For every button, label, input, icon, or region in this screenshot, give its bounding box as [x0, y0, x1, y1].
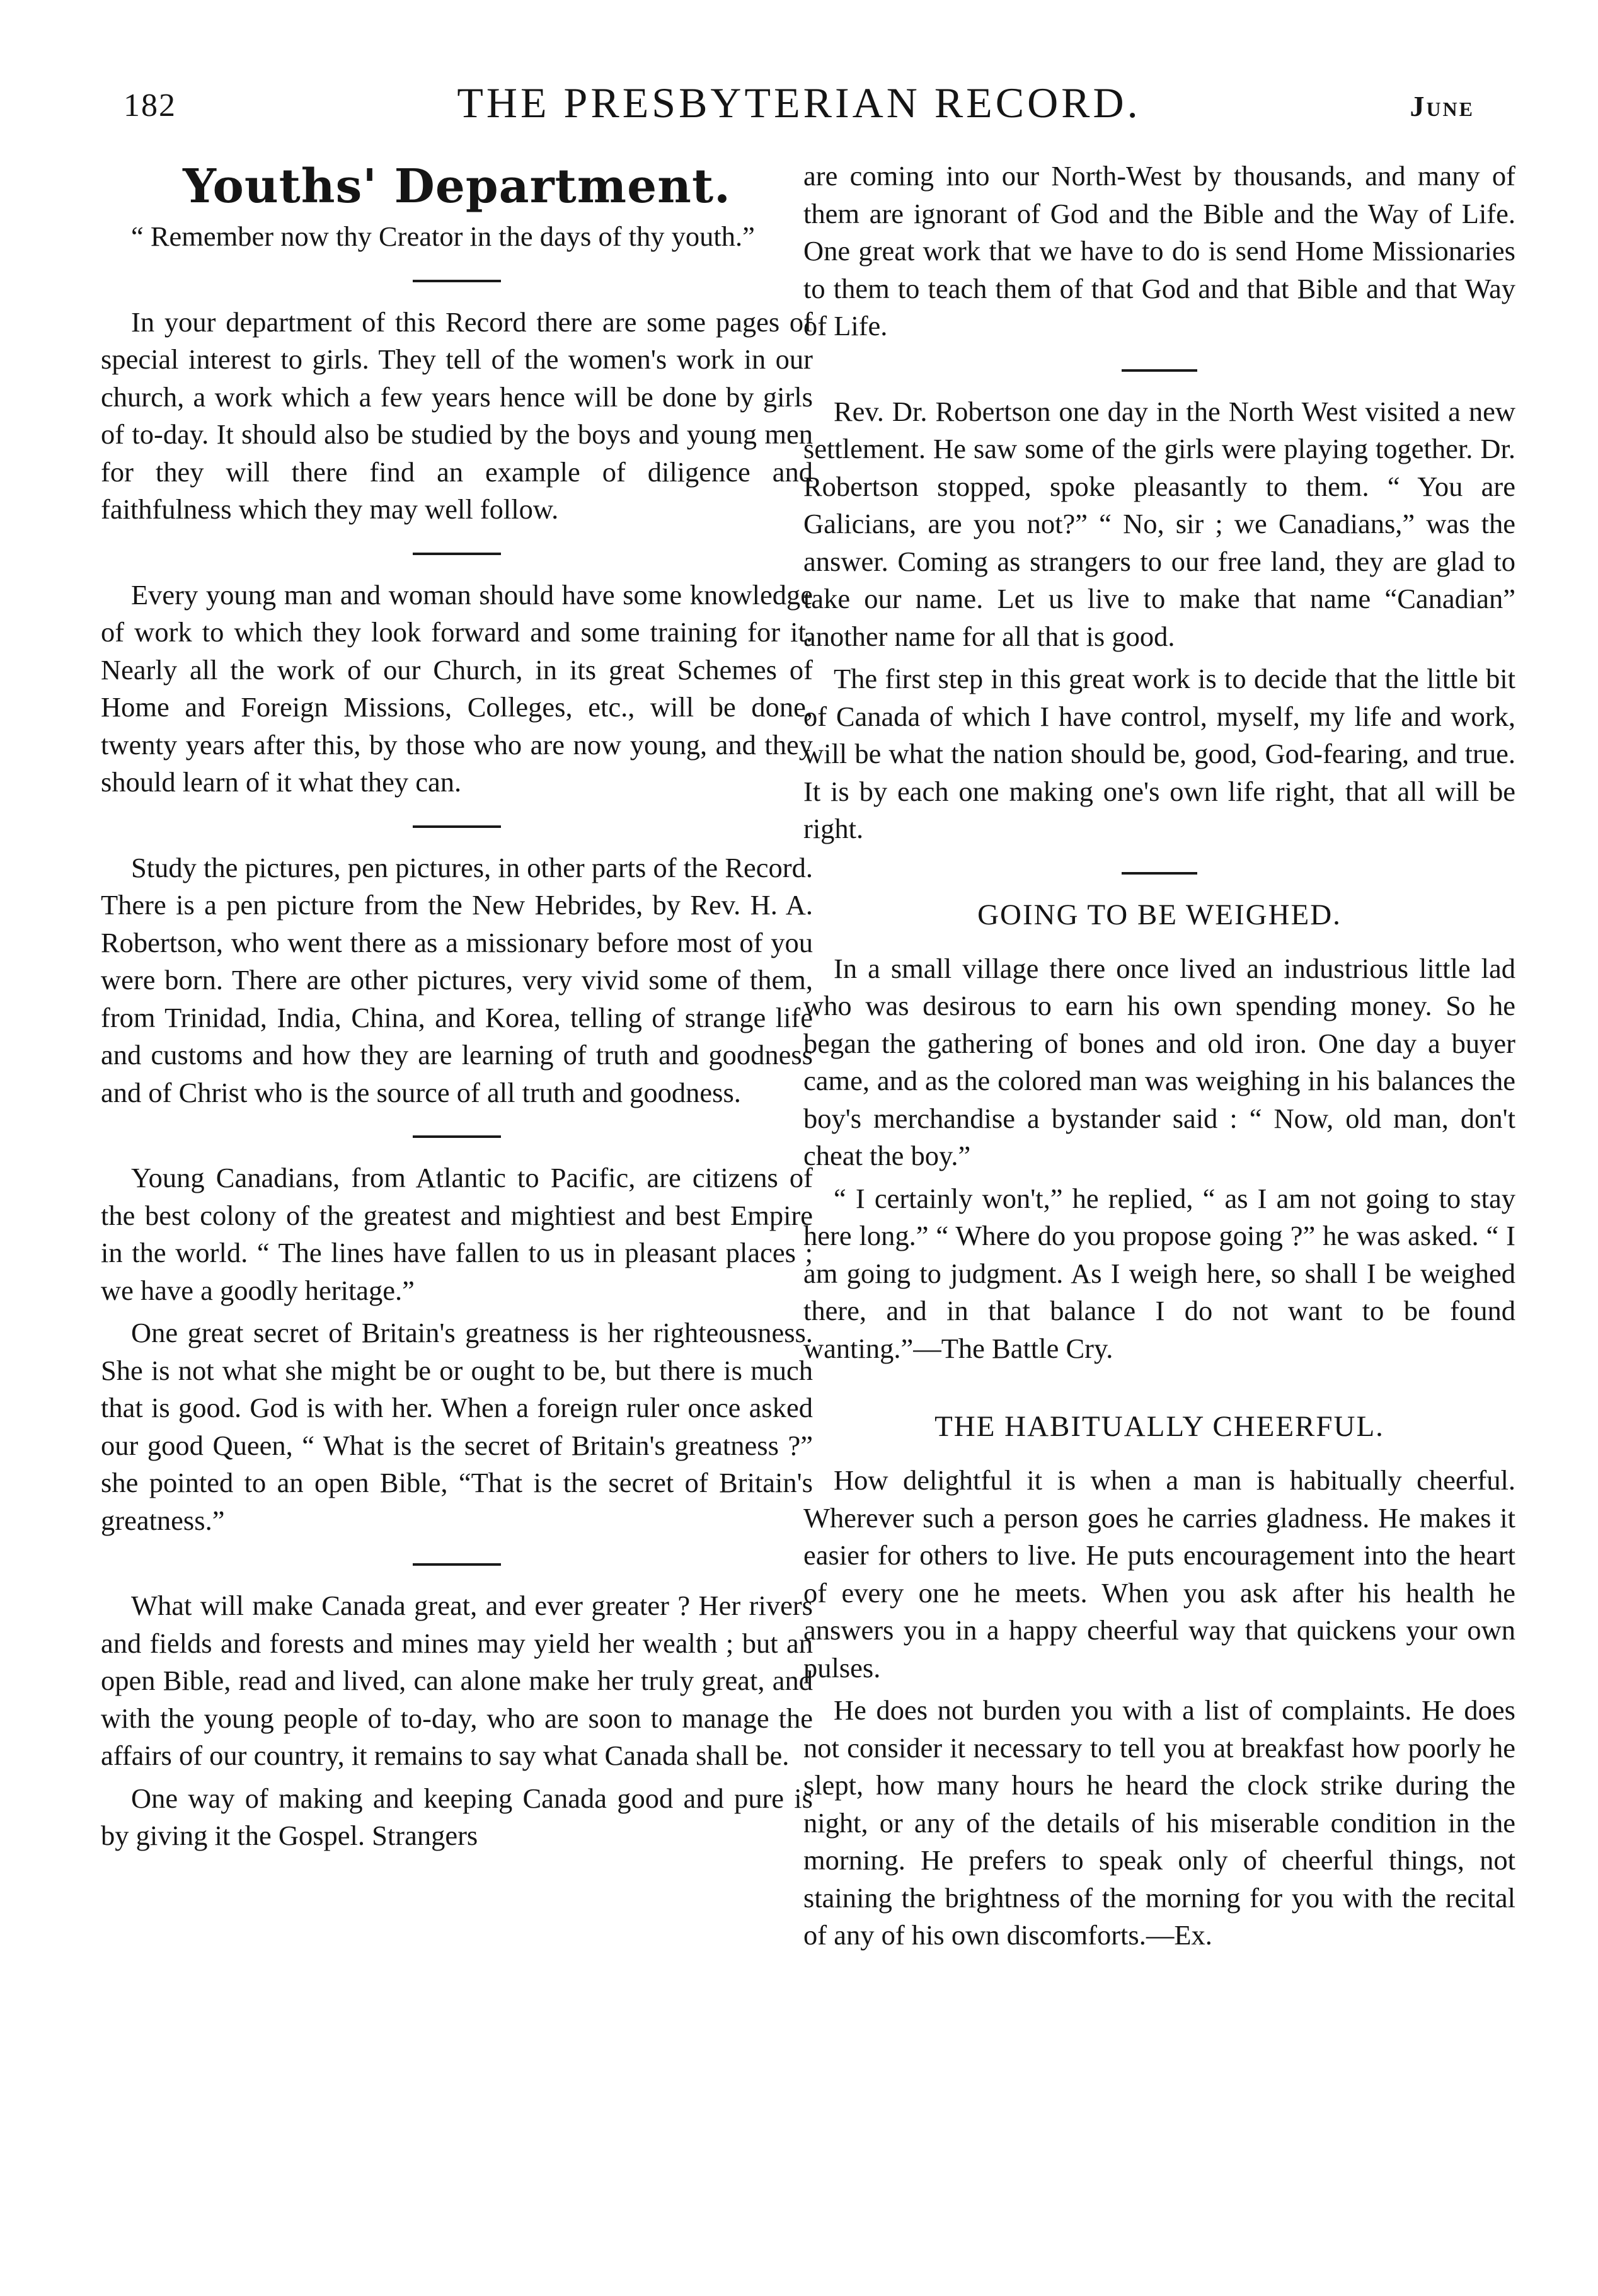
section-divider: [413, 280, 501, 282]
section-divider: [413, 825, 501, 828]
paragraph-continuation: are coming into our North-West by thousands, and many of them are ignorant of God and the Bible and the Way of Life. One great work that we have to do is send Home Missionaries to them to teach them of that God and that Bible and that Way of Life.: [803, 160, 1515, 342]
page-number: 182: [124, 88, 176, 123]
department-title: Youths' Department.: [183, 159, 731, 214]
paragraph: The first step in this great work is to decide that the little bit of Canada of which I have control, myself, my life and work, will be what the nation should be, good, God-fearing, and true. It is by each one making one's own life right, that all will be right.: [803, 663, 1515, 844]
article-heading-weighed: GOING TO BE WEIGHED.: [977, 898, 1342, 931]
paragraph: One great secret of Britain's greatness is her righteousness. She is not what she might be or ought to be, but there is much that is good. God is with her. When a foreign ruler once asked our good Queen, “ What is the secret of Britain's greatness ?” she pointed to an open Bible, “That is the secret of Britain's greatness.”: [101, 1317, 813, 1536]
section-divider: [1122, 872, 1197, 875]
section-divider: [413, 1563, 501, 1566]
paragraph: One way of making and keeping Canada good and pure is by giving it the Gospel. Strangers: [101, 1782, 813, 1851]
paragraph: Rev. Dr. Robertson one day in the North West visited a new settlement. He saw some of the girls were playing together. Dr. Robertson stopped, spoke pleasantly to them. “ You are Galicians, are you not?” “ No, sir ; we Canadians,” was the answer. Coming as strangers to our free land, they are glad to take our name. Let us live to make that name “Canadian” another name for all that is good.: [803, 395, 1515, 652]
journal-title: THE PRESBYTERIAN RECORD.: [457, 79, 1141, 127]
issue-month: June: [1410, 90, 1474, 122]
running-head: [0, 78, 1598, 129]
paragraph: What will make Canada great, and ever greater ? Her rivers and fields and forests and mines may yield her wealth ; but an open Bible, read and lived, can alone make her truly great, and with the young people of to-day, who are soon to manage the affairs of our country, it remains to say what Canada shall be.: [101, 1590, 813, 1771]
paragraph: “ I certainly won't,” he replied, “ as I am not going to stay here long.” “ Where do you propose going ?” he was asked. “ I am going to judgment. As I weigh here, so shall I be weighed there, and in that balance I do not want to be found wanting.”—The Battle Cry.: [803, 1182, 1515, 1364]
section-divider: [413, 553, 501, 555]
paragraph: How delightful it is when a man is habitually cheerful. Wherever such a person goes he carries gladness. He makes it easier for others to live. He puts encouragement into the heart of every one he meets. When you ask after his health he answers you in a happy cheerful way that quickens your own pulses.: [803, 1464, 1515, 1684]
paragraph: Study the pictures, pen pictures, in other parts of the Record. There is a pen picture from the New Hebrides, by Rev. H. A. Robertson, who went there as a missionary before most of you were born. There are other pictures, very vivid some of them, from Trinidad, India, China, and Korea, telling of strange life and customs and how they are learning of truth and goodness and of Christ who is the source of all truth and goodness.: [101, 851, 813, 1108]
paragraph: In your department of this Record there are some pages of special interest to girls. They tell of the women's work in our church, a work which a few years hence will be done by girls of to-day. It should also be studied by the boys and young men for they will there find an example of diligence and faithfulness which they may well follow.: [101, 306, 813, 525]
paragraph: Young Canadians, from Atlantic to Pacific, are citizens of the best colony of the greatest and mightiest and best Empire in the world. “ The lines have fallen to us in pleasant places ; we have a goodly heritage.”: [101, 1162, 813, 1306]
left-column: [101, 158, 813, 1860]
section-divider: [1122, 369, 1197, 372]
paragraph: He does not burden you with a list of complaints. He does not consider it necessary to tell you at breakfast how poorly he slept, how many hours he heard the clock strike during the night, or any of the details of his miserable condition in the morning. He prefers to speak only of cheerful things, not staining the brightness of the morning for you with the recital of any of his own discomforts.—Ex.: [803, 1694, 1515, 1951]
section-divider: [413, 1135, 501, 1138]
paragraph: Every young man and woman should have some knowledge of work to which they look forward and some training for it. Nearly all the work of our Church, in its great Schemes of Home and Foreign Missions, Colleges, etc., will be done, twenty years after this, by those who are now young, and they should learn of it what they can.: [101, 578, 813, 798]
epigraph: “ Remember now thy Creator in the days of thy youth.”: [131, 221, 755, 252]
right-column: [803, 158, 1515, 1960]
paragraph: In a small village there once lived an industrious little lad who was desirous to earn his own spending money. So he began the gathering of bones and old iron. One day a buyer came, and as the colored man was weighing in his balances the boy's merchandise a bystander said : “ Now, old man, don't cheat the boy.”: [803, 952, 1515, 1171]
article-heading-cheerful: THE HABITUALLY CHEERFUL.: [934, 1410, 1384, 1443]
